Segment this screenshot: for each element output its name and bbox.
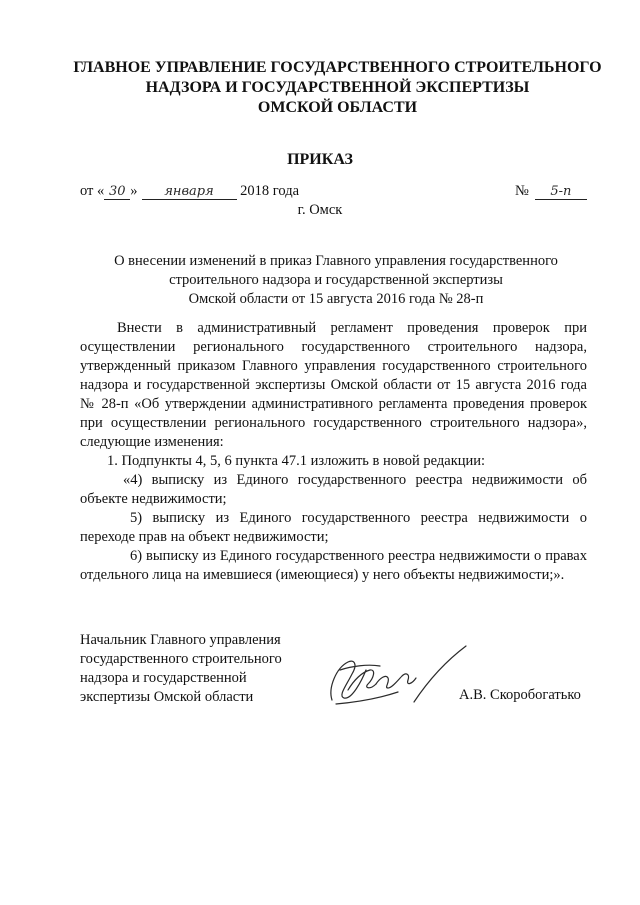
body-subitem-5: 5) выписку из Единого государственного реестра недвижимости о переходе прав на объект недвижимости;: [80, 510, 587, 545]
header-line-1: ГЛАВНОЕ УПРАВЛЕНИЕ ГОСУДАРСТВЕННОГО СТРОИТЕЛЬНОГО: [73, 59, 602, 76]
order-date: [80, 183, 299, 200]
organization-header: [60, 58, 615, 118]
date-day: 30: [104, 185, 130, 200]
position-line-3: надзора и государственной: [80, 670, 247, 686]
position-line-4: экспертизы Омской области: [80, 689, 254, 705]
date-year: 2018 года: [240, 183, 300, 199]
order-subject: [80, 252, 592, 309]
subject-line-1: О внесении изменений в приказ Главного управления государственного: [114, 253, 558, 269]
header-line-3: ОМСКОЙ ОБЛАСТИ: [257, 99, 418, 116]
date-prefix: от «: [80, 183, 105, 199]
body-subitem-4: «4) выписку из Единого государственного реестра недвижимости об объекте недвижимости;: [80, 472, 587, 507]
signatory-name: А.В. Скоробогатько: [459, 687, 581, 703]
subject-line-2: строительного надзора и государственной экспертизы: [169, 272, 503, 288]
body-subitem-6: 6) выписку из Единого государственного реестра недвижимости о правах отдельного лица на имевшиеся (имеющиеся) у него объекты недвижимости;».: [80, 548, 587, 583]
order-body: [80, 319, 587, 585]
date-middle: »: [130, 183, 138, 199]
position-line-1: Начальник Главного управления: [80, 632, 281, 648]
body-intro-paragraph: Внести в административный регламент проведения проверок при осуществлении регионального государственного строительного надзора, утвержденный приказом Главного управления государственного строительного надзора и государственной экспертизы Омской области от 15 августа 2016 года № 28-п «Об утверждении административного регламента проведения проверок при осуществлении регионального государственного строительного надзора», следующие изменения:: [80, 320, 587, 450]
order-number: [515, 183, 587, 200]
signatory-position: [80, 631, 282, 707]
body-item-1: 1. Подпункты 4, 5, 6 пункта 47.1 изложить в новой редакции:: [107, 453, 486, 469]
number-prefix: №: [515, 183, 529, 199]
handwritten-signature: [318, 640, 473, 712]
order-title: ПРИКАЗ: [287, 151, 353, 168]
position-line-2: государственного строительного: [80, 651, 282, 667]
subject-line-3: Омской области от 15 августа 2016 года № 28-п: [188, 291, 484, 307]
header-line-2: НАДЗОРА И ГОСУДАРСТВЕННОЙ ЭКСПЕРТИЗЫ: [145, 79, 530, 96]
date-month: января: [142, 185, 237, 200]
city: г. Омск: [297, 202, 343, 218]
number-value: 5-п: [535, 185, 587, 200]
